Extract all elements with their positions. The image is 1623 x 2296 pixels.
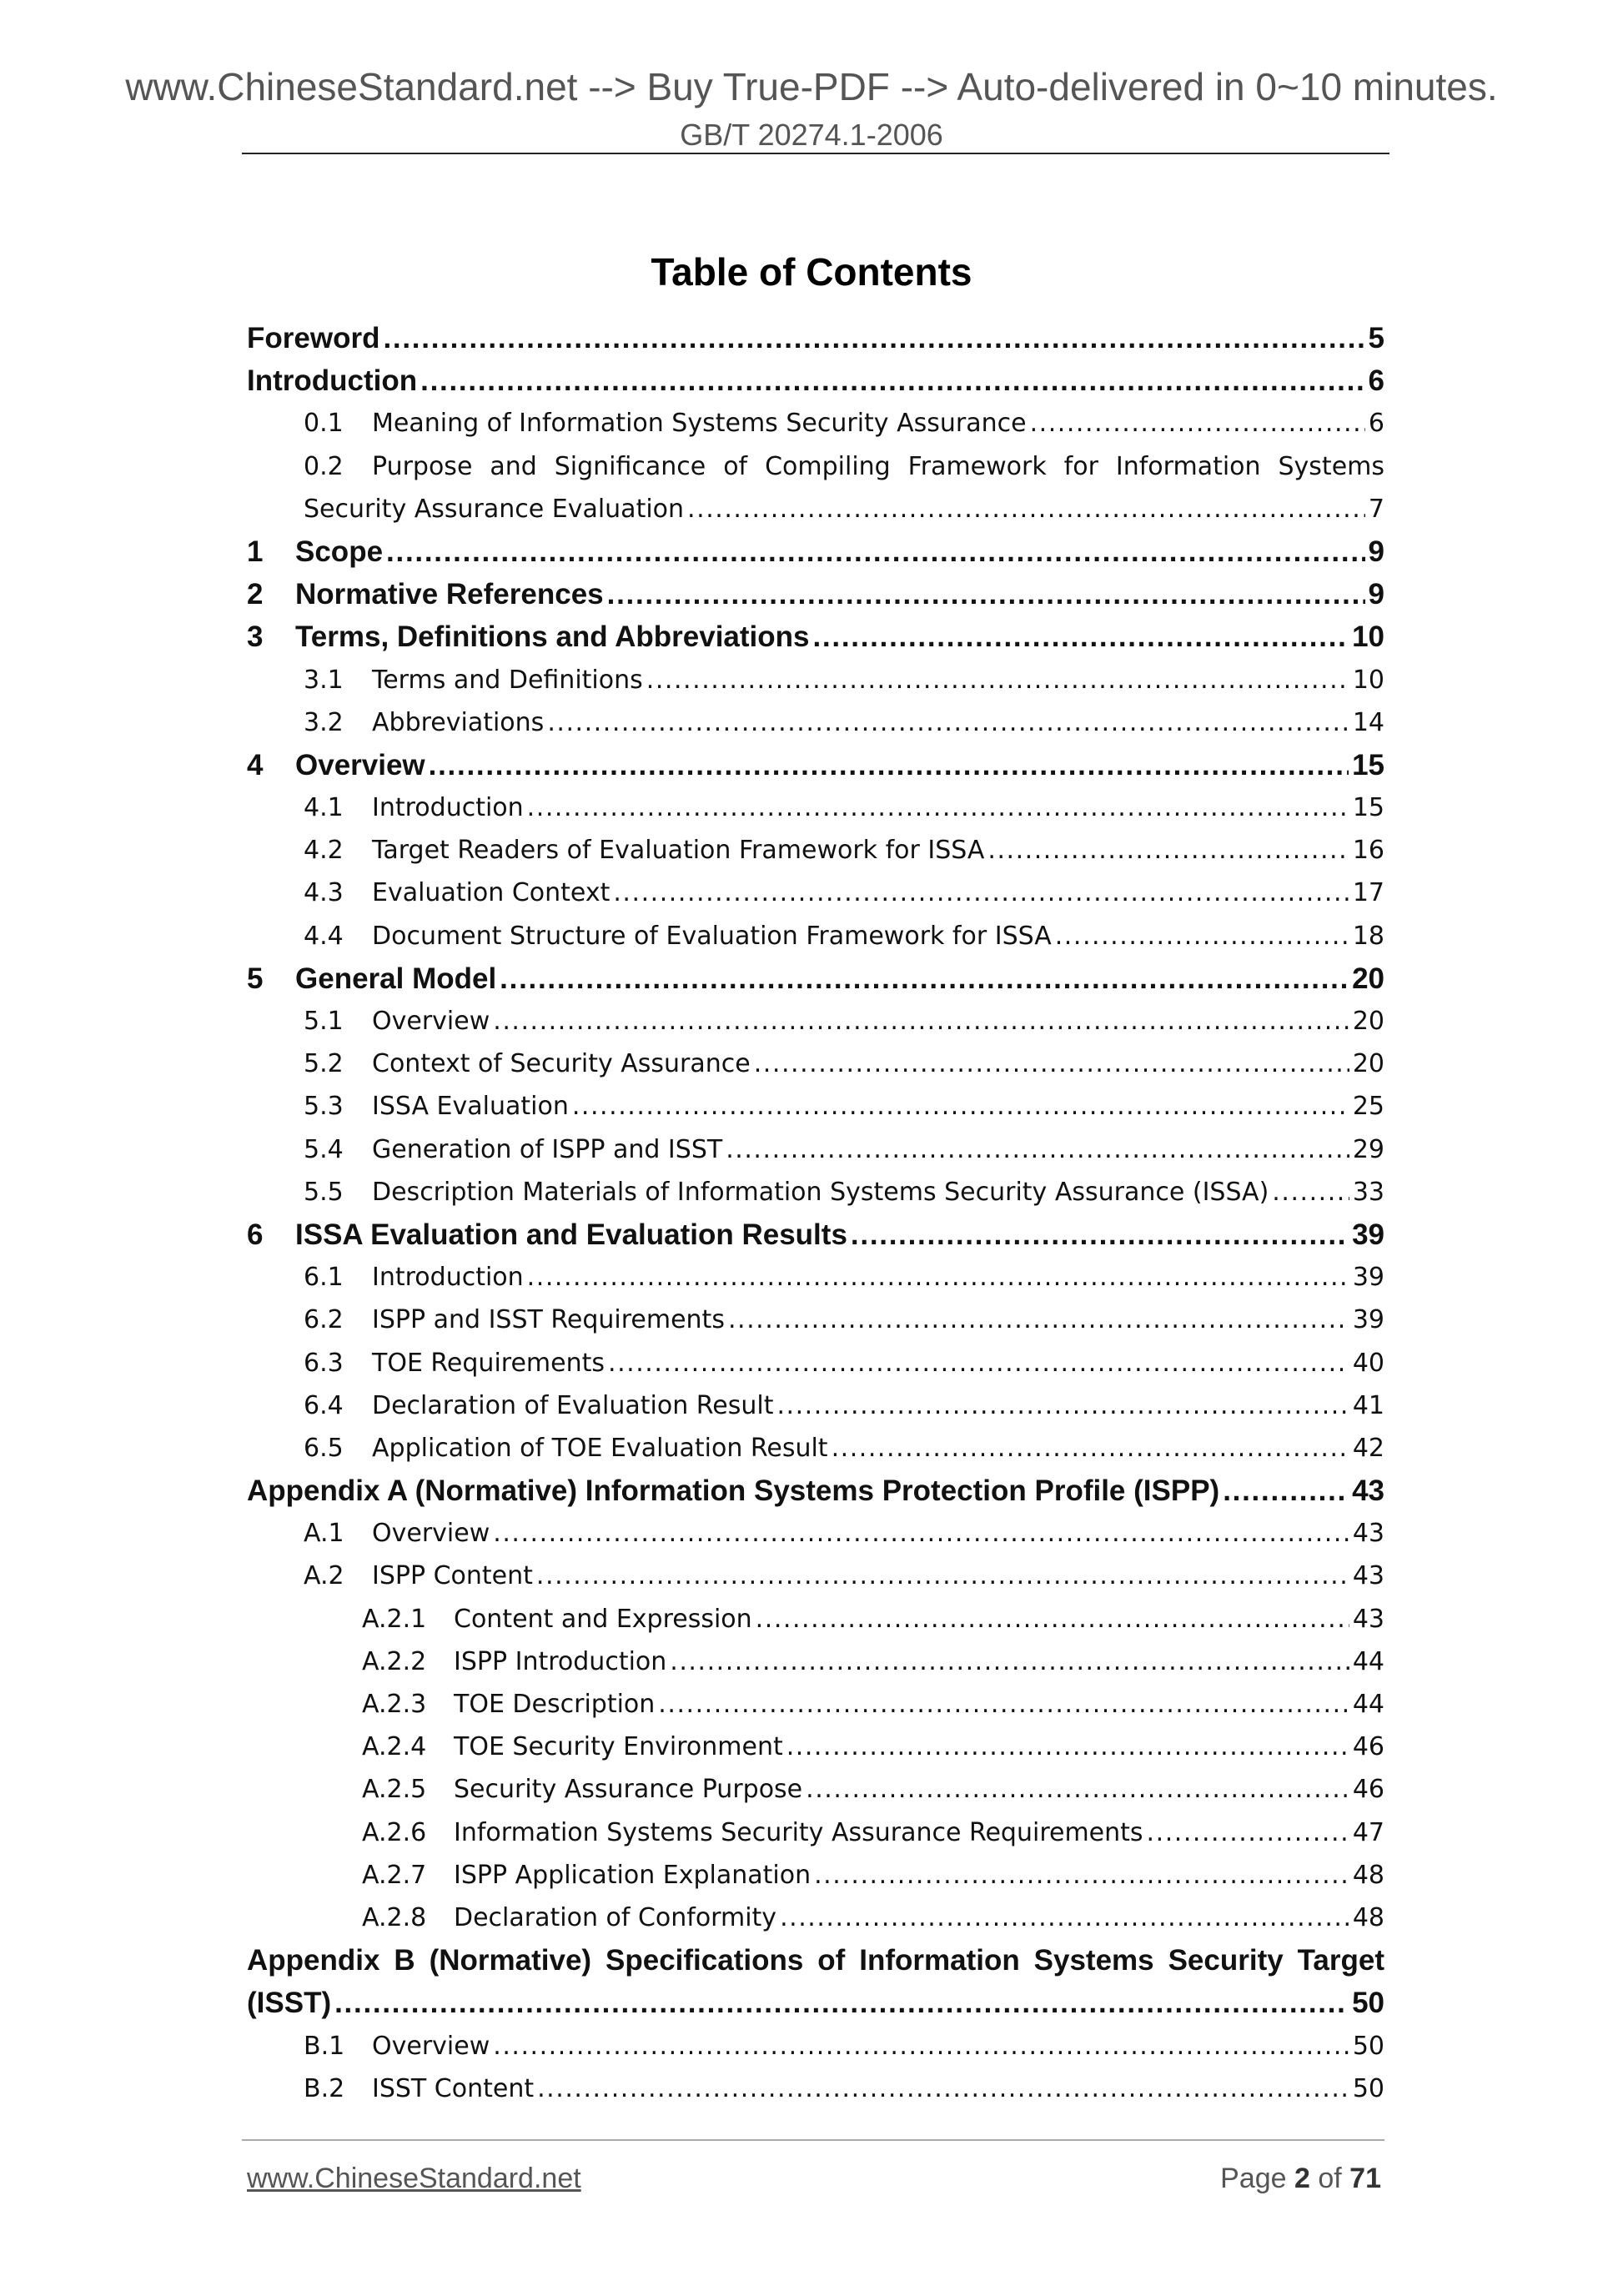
toc-entry-4-2[interactable] bbox=[247, 829, 1384, 872]
table-of-contents bbox=[247, 317, 1384, 2110]
toc-entry-6-2[interactable] bbox=[247, 1299, 1384, 1341]
toc-entry-label: Description Materials of Information Systems Security Assurance (ISSA) bbox=[372, 1177, 1269, 1207]
dot-leader bbox=[1272, 1171, 1349, 1213]
dot-leader bbox=[493, 2025, 1349, 2067]
toc-entry-label: Introduction bbox=[247, 364, 418, 398]
toc-entry-number: 1 bbox=[247, 535, 264, 568]
toc-entry-page: 6 bbox=[1368, 364, 1384, 398]
toc-entry-5-4[interactable] bbox=[247, 1128, 1384, 1171]
toc-entry-page: 9 bbox=[1368, 578, 1384, 611]
toc-entry-number: 6 bbox=[247, 1218, 264, 1251]
toc-entry-label: Scope bbox=[295, 535, 384, 568]
toc-entry-label: Context of Security Assurance bbox=[372, 1049, 751, 1079]
toc-entry-page: 43 bbox=[1352, 1561, 1384, 1591]
toc-entry-a-2-2[interactable] bbox=[247, 1640, 1384, 1683]
toc-entry-number: A.1 bbox=[304, 1519, 344, 1549]
toc-entry-4[interactable] bbox=[247, 744, 1384, 786]
dot-leader bbox=[756, 1598, 1349, 1640]
dot-leader bbox=[754, 1042, 1349, 1085]
toc-entry-page: 39 bbox=[1352, 1305, 1384, 1335]
dot-leader bbox=[537, 2067, 1349, 2110]
toc-entry-number: 0.1 bbox=[304, 409, 344, 439]
toc-entry-a-2-3[interactable] bbox=[247, 1683, 1384, 1726]
toc-entry-number: A.2.7 bbox=[362, 1860, 427, 1890]
toc-entry-a-2[interactable] bbox=[247, 1555, 1384, 1597]
dot-leader bbox=[607, 573, 1365, 615]
toc-entry-page: 18 bbox=[1352, 921, 1384, 951]
toc-entry-label: Overview bbox=[372, 1519, 490, 1549]
toc-entry-page: 39 bbox=[1352, 1263, 1384, 1293]
toc-entry-5-1[interactable] bbox=[247, 1000, 1384, 1042]
toc-entry-number: 5.3 bbox=[304, 1092, 344, 1122]
toc-entry-label: TOE Description bbox=[454, 1690, 656, 1719]
toc-entry-page: 40 bbox=[1352, 1348, 1384, 1378]
toc-entry-number: 4.1 bbox=[304, 793, 344, 823]
toc-entry-page: 46 bbox=[1352, 1775, 1384, 1805]
dot-leader bbox=[383, 317, 1364, 359]
toc-entry-a-2-5[interactable] bbox=[247, 1768, 1384, 1811]
toc-entry-number: 4.4 bbox=[304, 921, 344, 951]
toc-entry-page: 29 bbox=[1352, 1134, 1384, 1164]
toc-entry-page: 43 bbox=[1352, 1475, 1384, 1508]
toc-entry-page: 10 bbox=[1352, 665, 1384, 695]
toc-entry-b-2[interactable] bbox=[247, 2067, 1384, 2110]
dot-leader bbox=[687, 488, 1365, 530]
toc-entry-label: Generation of ISPP and ISST bbox=[372, 1134, 723, 1164]
toc-entry-number: 6.3 bbox=[304, 1348, 344, 1378]
toc-entry-page: 44 bbox=[1352, 1690, 1384, 1719]
toc-entry-6[interactable] bbox=[247, 1213, 1384, 1256]
toc-entry-number: 3.1 bbox=[304, 665, 344, 695]
toc-entry-number: 4 bbox=[247, 748, 264, 781]
toc-entry-page: 20 bbox=[1352, 962, 1384, 995]
toc-entry-number: 5.5 bbox=[304, 1177, 344, 1207]
dot-leader bbox=[1223, 1470, 1349, 1512]
toc-entry-label: Evaluation Context bbox=[372, 878, 611, 908]
dot-leader bbox=[814, 1854, 1349, 1897]
dot-leader bbox=[786, 1726, 1349, 1768]
toc-entry-label-cont: Security Assurance Evaluation bbox=[304, 494, 685, 524]
toc-entry-6-3[interactable] bbox=[247, 1342, 1384, 1384]
dot-leader bbox=[429, 744, 1349, 786]
dot-leader bbox=[1147, 1811, 1349, 1854]
header-divider bbox=[242, 153, 1389, 154]
toc-entry-number: 6.4 bbox=[304, 1390, 344, 1420]
dot-leader bbox=[1055, 915, 1349, 957]
dot-leader bbox=[832, 1427, 1349, 1470]
toc-entry-label: ISPP Introduction bbox=[454, 1646, 667, 1676]
toc-entry-label: ISPP and ISST Requirements bbox=[372, 1305, 725, 1335]
toc-entry-label: Overview bbox=[372, 1007, 490, 1036]
page-title: Table of Contents bbox=[651, 250, 972, 294]
toc-entry-label: Foreword bbox=[247, 322, 380, 354]
dot-leader bbox=[500, 957, 1349, 1000]
toc-entry-page: 50 bbox=[1352, 2031, 1384, 2061]
toc-entry-1[interactable] bbox=[247, 530, 1384, 573]
dot-leader bbox=[493, 1000, 1349, 1042]
toc-entry-a-2-1[interactable] bbox=[247, 1598, 1384, 1640]
header-banner[interactable]: www.ChineseStandard.net --> Buy True-PDF --> Auto-delivered in 0~10 minutes. bbox=[125, 65, 1498, 108]
toc-entry-page: 6 bbox=[1368, 409, 1384, 439]
toc-entry-page: 50 bbox=[1352, 1987, 1384, 2020]
toc-entry-appendix-b-cont[interactable] bbox=[247, 1982, 1384, 2024]
dot-leader bbox=[536, 1555, 1349, 1597]
toc-entry-label: ISPP Application Explanation bbox=[454, 1860, 812, 1890]
toc-entry-a-1[interactable] bbox=[247, 1512, 1384, 1555]
page-total: 71 bbox=[1349, 2163, 1381, 2194]
toc-entry-label: Declaration of Evaluation Result bbox=[372, 1390, 774, 1420]
toc-entry-page: 20 bbox=[1352, 1049, 1384, 1079]
toc-entry-label: TOE Security Environment bbox=[454, 1732, 783, 1762]
toc-entry-label: Target Readers of Evaluation Framework for ISSA bbox=[372, 836, 985, 866]
toc-entry-4-4[interactable] bbox=[247, 915, 1384, 957]
dot-leader bbox=[780, 1897, 1349, 1939]
toc-entry-label: Normative References bbox=[295, 578, 604, 611]
dot-leader bbox=[493, 1512, 1349, 1555]
toc-entry-page: 33 bbox=[1352, 1177, 1384, 1207]
toc-entry-page: 47 bbox=[1352, 1817, 1384, 1847]
toc-entry-3-1[interactable] bbox=[247, 659, 1384, 701]
toc-entry-label-cont: (ISST) bbox=[247, 1987, 332, 2020]
toc-entry-0-1[interactable] bbox=[247, 402, 1384, 445]
toc-entry-number: 2 bbox=[247, 578, 264, 611]
page-mid: of bbox=[1309, 2163, 1350, 2194]
toc-entry-5-3[interactable] bbox=[247, 1085, 1384, 1128]
dot-leader bbox=[527, 786, 1349, 829]
toc-entry-label: Overview bbox=[372, 2031, 490, 2061]
toc-entry-a-2-6[interactable] bbox=[247, 1811, 1384, 1854]
toc-entry-a-2-7[interactable] bbox=[247, 1854, 1384, 1897]
toc-entry-label: Application of TOE Evaluation Result bbox=[372, 1433, 828, 1463]
page-prefix: Page bbox=[1220, 2163, 1294, 2194]
dot-leader bbox=[812, 615, 1349, 658]
toc-entry-number: 6.5 bbox=[304, 1433, 344, 1463]
page-indicator bbox=[1220, 2160, 1381, 2197]
toc-entry-foreword[interactable] bbox=[247, 317, 1384, 359]
toc-entry-6-1[interactable] bbox=[247, 1256, 1384, 1299]
toc-entry-number: A.2.4 bbox=[362, 1732, 427, 1762]
toc-entry-0-2-cont[interactable] bbox=[247, 488, 1384, 530]
toc-entry-label: Purpose and Significance of Compiling Framework for Information Systems bbox=[372, 451, 1384, 481]
toc-entry-5-5[interactable] bbox=[247, 1171, 1384, 1213]
toc-entry-label: ISPP Content bbox=[372, 1561, 533, 1591]
toc-entry-number: 5 bbox=[247, 962, 264, 995]
dot-leader bbox=[658, 1683, 1349, 1726]
toc-entry-page: 46 bbox=[1352, 1732, 1384, 1762]
dot-leader bbox=[527, 1256, 1349, 1299]
toc-entry-a-2-4[interactable] bbox=[247, 1726, 1384, 1768]
dot-leader bbox=[806, 1768, 1349, 1811]
toc-entry-label: General Model bbox=[295, 962, 497, 995]
toc-entry-label: ISSA Evaluation and Evaluation Results bbox=[295, 1218, 847, 1251]
toc-entry-page: 43 bbox=[1352, 1519, 1384, 1549]
toc-entry-page: 10 bbox=[1352, 620, 1384, 654]
toc-entry-5[interactable] bbox=[247, 957, 1384, 1000]
footer-site-link[interactable]: www.ChineseStandard.net bbox=[247, 2163, 581, 2194]
toc-entry-page: 25 bbox=[1352, 1092, 1384, 1122]
toc-entry-4-1[interactable] bbox=[247, 786, 1384, 829]
dot-leader bbox=[1030, 402, 1365, 445]
dot-leader bbox=[420, 359, 1364, 402]
toc-entry-appendix-b[interactable] bbox=[247, 1939, 1384, 1982]
toc-entry-label: Information Systems Security Assurance Requirements bbox=[454, 1817, 1143, 1847]
toc-entry-number: A.2.5 bbox=[362, 1775, 427, 1805]
toc-entry-number: A.2.3 bbox=[362, 1690, 427, 1719]
dot-leader bbox=[726, 1128, 1349, 1171]
toc-entry-number: 5.2 bbox=[304, 1049, 344, 1079]
toc-entry-label: Abbreviations bbox=[372, 707, 545, 737]
toc-entry-appendix-a[interactable] bbox=[247, 1470, 1384, 1512]
toc-entry-label: Content and Expression bbox=[454, 1604, 752, 1634]
toc-entry-page: 15 bbox=[1352, 748, 1384, 781]
dot-leader bbox=[547, 701, 1349, 744]
toc-entry-introduction[interactable] bbox=[247, 359, 1384, 402]
toc-entry-label: Terms, Definitions and Abbreviations bbox=[295, 620, 810, 654]
toc-entry-a-2-8[interactable] bbox=[247, 1897, 1384, 1939]
dot-leader bbox=[728, 1299, 1349, 1341]
toc-entry-label: Security Assurance Purpose bbox=[454, 1775, 803, 1805]
toc-entry-page: 48 bbox=[1352, 1902, 1384, 1932]
dot-leader bbox=[670, 1640, 1349, 1683]
toc-entry-4-3[interactable] bbox=[247, 872, 1384, 914]
toc-entry-label: ISSA Evaluation bbox=[372, 1092, 569, 1122]
toc-entry-number: B.2 bbox=[304, 2073, 345, 2103]
toc-entry-b-1[interactable] bbox=[247, 2025, 1384, 2067]
toc-entry-6-4[interactable] bbox=[247, 1384, 1384, 1427]
toc-entry-number: A.2.1 bbox=[362, 1604, 427, 1634]
toc-entry-number: A.2 bbox=[304, 1561, 344, 1591]
toc-entry-number: A.2.6 bbox=[362, 1817, 427, 1847]
toc-entry-page: 20 bbox=[1352, 1007, 1384, 1036]
toc-entry-number: 0.2 bbox=[304, 451, 344, 481]
toc-entry-label: TOE Requirements bbox=[372, 1348, 605, 1378]
toc-entry-3-2[interactable] bbox=[247, 701, 1384, 744]
toc-entry-number: 5.4 bbox=[304, 1134, 344, 1164]
toc-entry-page: 5 bbox=[1368, 322, 1384, 354]
toc-entry-label: Appendix A (Normative) Information Systems Protection Profile (ISPP) bbox=[247, 1475, 1220, 1508]
toc-entry-label: Document Structure of Evaluation Framework for ISSA bbox=[372, 921, 1052, 951]
toc-entry-number: 4.3 bbox=[304, 878, 344, 908]
toc-entry-page: 44 bbox=[1352, 1646, 1384, 1676]
dot-leader bbox=[987, 829, 1349, 872]
toc-entry-label: Introduction bbox=[372, 793, 524, 823]
toc-entry-3[interactable] bbox=[247, 615, 1384, 658]
toc-entry-page: 15 bbox=[1352, 793, 1384, 823]
toc-entry-page: 43 bbox=[1352, 1604, 1384, 1634]
toc-entry-number: 6.1 bbox=[304, 1263, 344, 1293]
toc-entry-page: 48 bbox=[1352, 1860, 1384, 1890]
dot-leader bbox=[608, 1342, 1349, 1384]
toc-entry-number: 3.2 bbox=[304, 707, 344, 737]
toc-entry-page: 14 bbox=[1352, 707, 1384, 737]
toc-entry-6-5[interactable] bbox=[247, 1427, 1384, 1470]
dot-leader bbox=[386, 530, 1364, 573]
toc-entry-page: 39 bbox=[1352, 1218, 1384, 1251]
toc-entry-number: 5.1 bbox=[304, 1007, 344, 1036]
toc-entry-5-2[interactable] bbox=[247, 1042, 1384, 1085]
toc-entry-number: A.2.8 bbox=[362, 1902, 427, 1932]
dot-leader bbox=[851, 1213, 1349, 1256]
toc-entry-label: Declaration of Conformity bbox=[454, 1902, 777, 1932]
toc-entry-2[interactable] bbox=[247, 573, 1384, 615]
dot-leader bbox=[646, 659, 1349, 701]
footer-divider bbox=[242, 2139, 1384, 2141]
toc-entry-label: Terms and Definitions bbox=[372, 665, 643, 695]
toc-entry-number: 3 bbox=[247, 620, 264, 654]
dot-leader bbox=[572, 1085, 1349, 1128]
toc-entry-label: Appendix B (Normative) Specifications of Information Systems Security Target bbox=[247, 1944, 1384, 1977]
toc-entry-label: Meaning of Information Systems Security Assurance bbox=[372, 409, 1027, 439]
toc-entry-number: A.2.2 bbox=[362, 1646, 427, 1676]
dot-leader bbox=[334, 1982, 1349, 2024]
toc-entry-number: 4.2 bbox=[304, 836, 344, 866]
toc-entry-page: 42 bbox=[1352, 1433, 1384, 1463]
toc-entry-label: ISST Content bbox=[372, 2073, 535, 2103]
toc-entry-page: 7 bbox=[1368, 494, 1384, 524]
dot-leader bbox=[613, 872, 1349, 914]
standard-number: GB/T 20274.1-2006 bbox=[680, 118, 943, 152]
toc-entry-page: 9 bbox=[1368, 535, 1384, 568]
toc-entry-page: 17 bbox=[1352, 878, 1384, 908]
toc-entry-page: 50 bbox=[1352, 2073, 1384, 2103]
toc-entry-page: 16 bbox=[1352, 836, 1384, 866]
toc-entry-label: Overview bbox=[295, 748, 425, 781]
toc-entry-number: 6.2 bbox=[304, 1305, 344, 1335]
toc-entry-page: 41 bbox=[1352, 1390, 1384, 1420]
page-current: 2 bbox=[1294, 2163, 1310, 2194]
toc-entry-0-2[interactable] bbox=[247, 445, 1384, 488]
dot-leader bbox=[776, 1384, 1349, 1427]
toc-entry-number: B.1 bbox=[304, 2031, 345, 2061]
toc-entry-label: Introduction bbox=[372, 1263, 524, 1293]
